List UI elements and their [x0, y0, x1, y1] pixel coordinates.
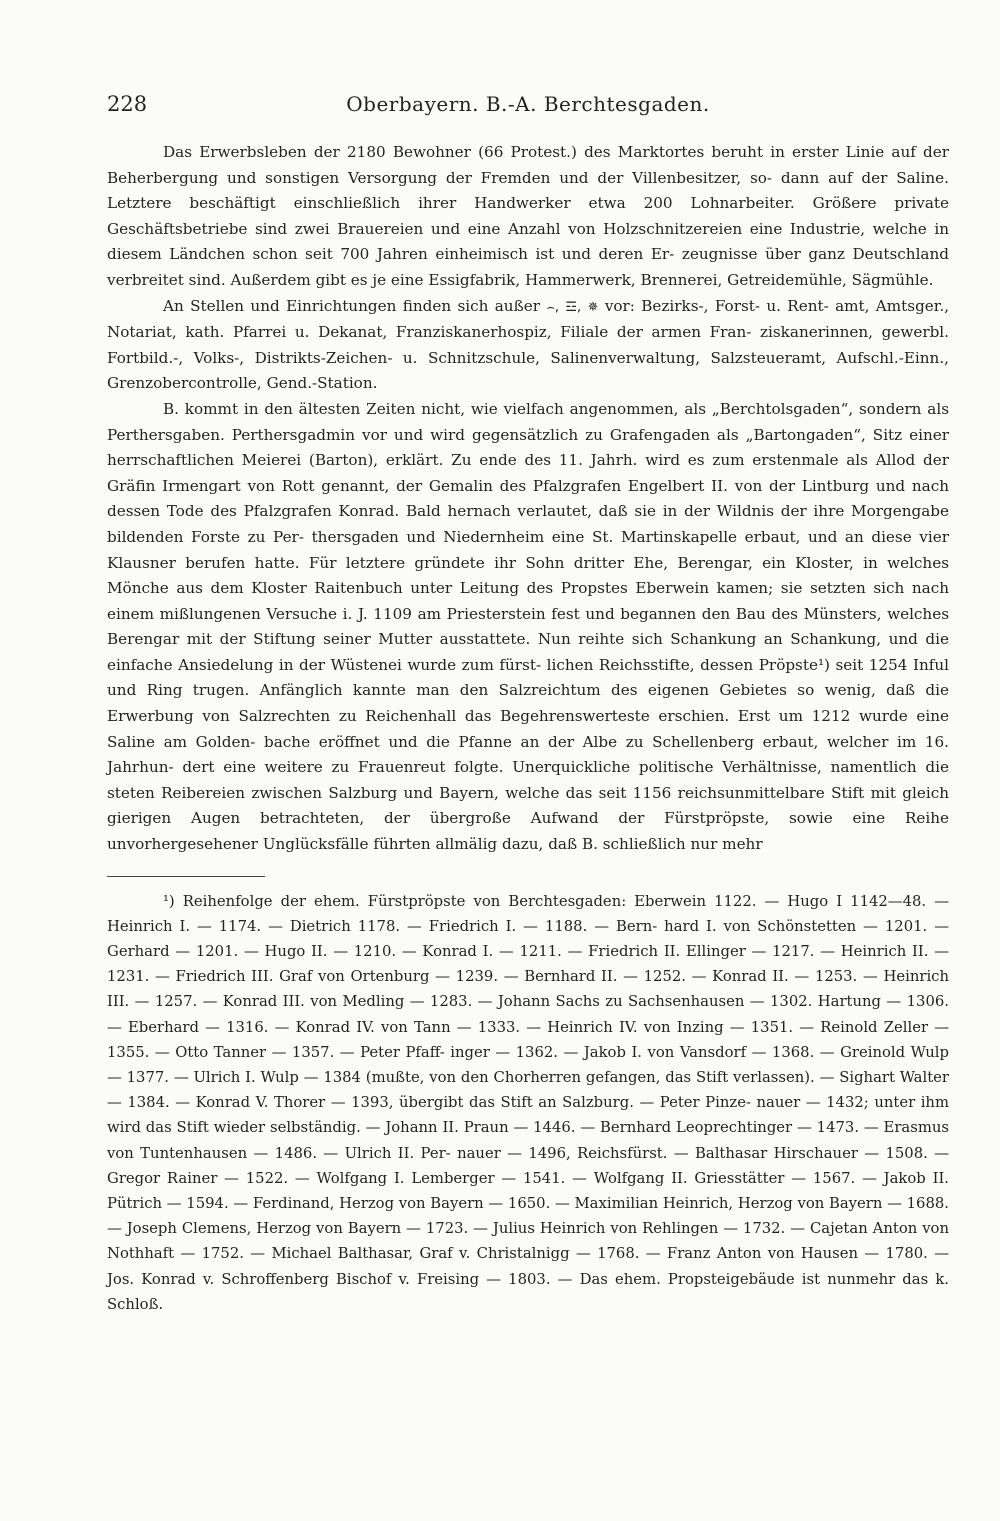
running-title: Oberbayern. B.-A. Berchtesgaden. [346, 92, 710, 116]
posthorn-icon: ⌢, [546, 299, 560, 315]
body-text [107, 140, 949, 858]
page-number: 228 [107, 92, 148, 116]
authorities-text-before: An Stellen und Einrichtungen finden sich außer [163, 296, 540, 315]
footnote-divider [107, 876, 265, 877]
footnote-provosts: ¹) Reihenfolge der ehem. Fürstpröpste von Berchtesgaden: Eberwein 1122. — Hugo I 1142—48. — Heinrich I. — 1174. — Dietrich 1178. — Friedrich I. — 1188. — Bern- hard I. von Schönstetten — 1201. — Gerhard — 1201. — Hugo II. — 1210. — Konrad I. — 1211. — Friedrich II. Ellinger — 1217. — Heinrich II. — 1231. — Friedrich III. Graf von Ortenburg — 1239. — Bernhard II. — 1252. — Konrad II. — 1253. — Heinrich III. — 1257. — Konrad III. von Medling — 1283. — Johann Sachs zu Sachsenhausen — 1302. Hartung — 1306. — Eberhard — 1316. — Konrad IV. von Tann — 1333. — Heinrich IV. von Inzing — 1351. — Reinold Zeller — 1355. — Otto Tanner — 1357. — Peter Pfaff- inger — 1362. — Jakob I. von Vansdorf — 1368. — Greinold Wulp — 1377. — Ulrich I. Wulp — 1384 (mußte, von den Chorherren gefangen, das Stift verlassen). — Sighart Walter — 1384. — Konrad V. Thorer — 1393, übergibt das Stift an Salzburg. — Peter Pinze- nauer — 1432; unter ihm wird das Stift wieder selbständig. — Johann II. Praun — 1446. — Bernhard Leoprechtinger — 1473. — Erasmus von Tuntenhausen — 1486. — Ulrich II. Per- nauer — 1496, Reichsfürst. — Balthasar Hirschauer — 1508. — Gregor Rainer — 1522. — Wolfgang I. Lemberger — 1541. — Wolfgang II. Griesstätter — 1567. — Jakob II. Pütrich — 1594. — Ferdinand, Herzog von Bayern — 1650. — Maximilian Heinrich, Herzog von Bayern — 1688. — Joseph Clemens, Herzog von Bayern — 1723. — Julius Heinrich von Rehlingen — 1732. — Cajetan Anton von Nothhaft — 1752. — Michael Balthasar, Graf v. Christalnigg — 1768. — Franz Anton von Hausen — 1780. — Jos. Konrad v. Schroffenberg Bischof v. Freising — 1803. — Das ehem. Propsteigebäude ist nunmehr das k. Schloß. [107, 892, 949, 1313]
paragraph-history: B. kommt in den ältesten Zeiten nicht, wie vielfach angenommen, als „Berchtolsgaden“, sondern als Perthersgaben. Perthersgadmin vor und wird gegensätzlich zu Grafengaden als „Bartongaden“, Sitz einer herrschaftlichen Meierei (Barton), erklärt. Zu ende des 11. Jahrh. wird es zum erstenmale als Allod der Gräfin Irmengart von Rott genannt, der Gemalin des Pfalzgrafen Engelbert II. von der Lintburg und nach dessen Tode des Pfalzgrafen Konrad. Bald hernach verlautet, daß sie in der Wildnis der ihre Morgengabe bildenden Forste zu Per- thersgaden und Niedernheim eine St. Martinskapelle erbaut, und an diese vier Klausner berufen hatte. Für letztere gründete ihr Sohn dritter Ehe, Berengar, ein Kloster, in welches Mönche aus dem Kloster Raitenbuch unter Leitung des Propstes Eberwein kamen; sie setzten sich nach einem mißlungenen Versuche i. J. 1109 am Priesterstein fest und begannen den Bau des Münsters, welches Berengar mit der Stiftung seiner Mutter ausstattete. Nun reihte sich Schankung an Schankung, und die einfache Ansiedelung in der Wüstenei wurde zum fürst- lichen Reichsstifte, dessen Pröpste¹) seit 1254 Inful und Ring trugen. Anfänglich kannte man den Salzreichtum des eigenen Gebietes so wenig, daß die Erwerbung von Salzrechten zu Reichenhall das Begehrenswerteste erschien. Erst um 1212 wurde eine Saline am Golden- bache eröffnet und die Pfanne an der Albe zu Schellenberg erbaut, welcher im 16. Jahrhun- dert eine weitere zu Frauenreut folgte. Unerquickliche politische Verhältnisse, namentlich die steten Reibereien zwischen Salzburg und Bayern, welche das seit 1156 reichsunmittelbare Stift mit gleich gierigen Augen betrachteten, der übergroße Aufwand der Fürstpröpste, sowie eine Reihe unvorhergesehener Unglücksfälle führten allmälig dazu, daß B. schließlich nur mehr [107, 399, 949, 854]
page [107, 92, 949, 1317]
paragraph-economy: Das Erwerbsleben der 2180 Bewohner (66 Protest.) des Marktortes beruht in erster Linie auf der Beherbergung und sonstigen Versorgung der Fremden und der Villenbesitzer, so- dann auf der Saline. Letztere beschäftigt einschließlich ihrer Handwerker etwa 200 Lohnarbeiter. Größere private Geschäftsbetriebe sind zwei Brauereien und eine Anzahl von Holzschnitzereien eine Industrie, welche in diesem Ländchen schon seit 700 Jahren einheimisch ist und deren Er- zeugnisse über ganz Deutschland verbreitet sind. Außerdem gibt es je eine Essigfabrik, Hammerwerk, Brennerei, Getreidemühle, Sägmühle. [107, 143, 949, 289]
telegraph-icon: ☲, [565, 299, 582, 315]
footnotes [107, 889, 949, 1317]
paragraph-authorities [107, 294, 949, 397]
page-header [107, 92, 949, 124]
authorities-text-after: vor: Bezirks-, Forst- u. Rent- amt, Amtsger., Notariat, kath. Pfarrei u. Dekanat, Franziskanerhospiz, Filiale der armen Fran- ziskanerinnen, gewerbl. Fortbild.-, Volks-, Distrikts-Zeichen- u. Schnitzschule, Salinenverwaltung, Salzsteueramt, Aufschl.-Einn., Grenzobercontrolle, Gend.-Station. [107, 296, 950, 393]
sun-symbol-icon: ✵ [587, 299, 599, 315]
